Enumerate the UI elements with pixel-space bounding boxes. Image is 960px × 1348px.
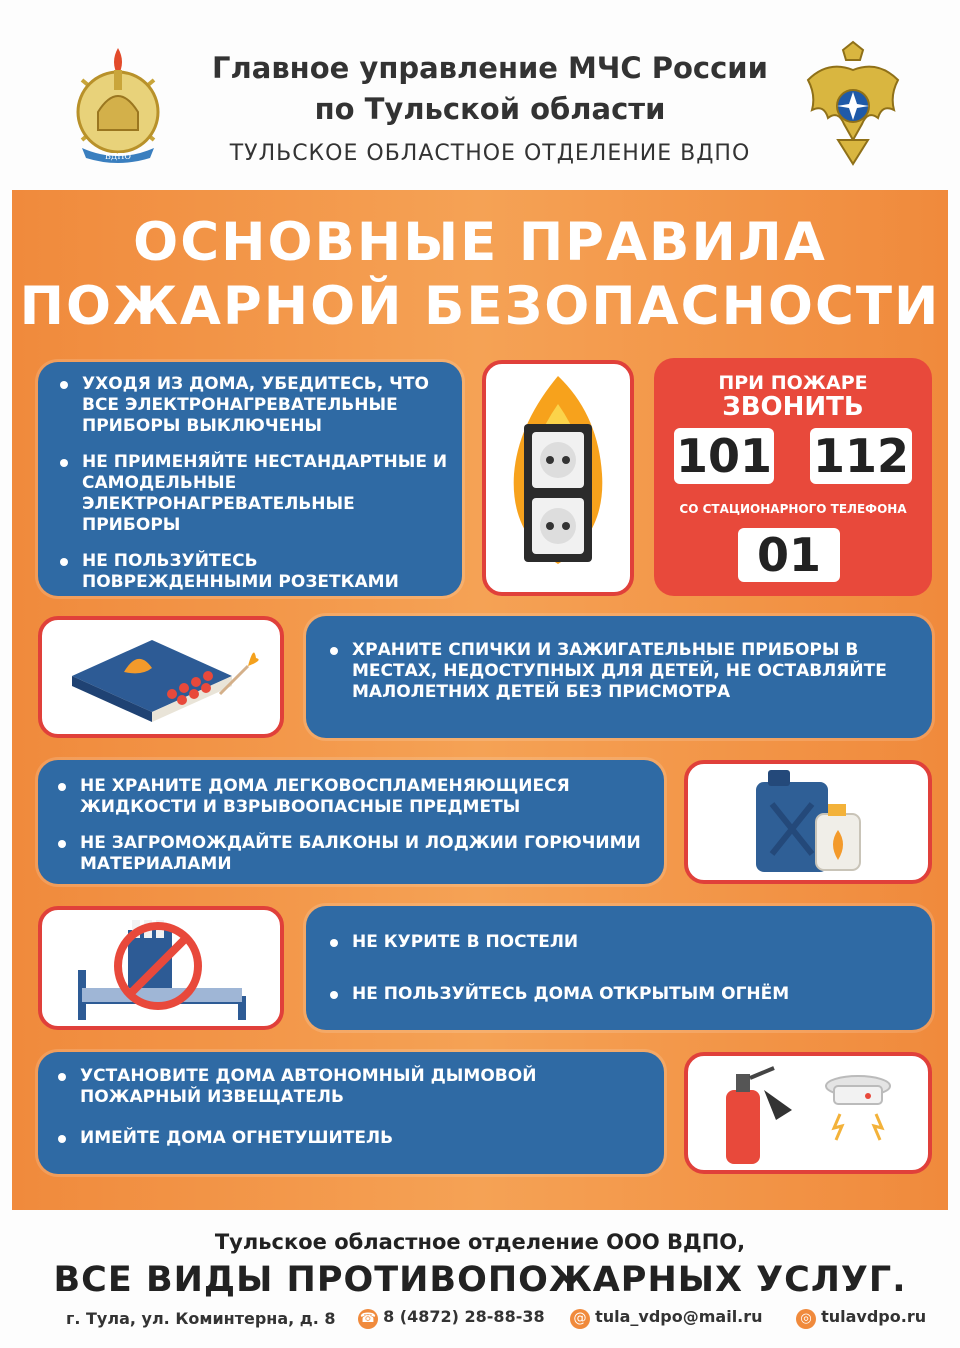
rule-item: НЕ ЗАГРОМОЖДАЙТЕ БАЛКОНЫ И ЛОДЖИИ ГОРЮЧИМИ МАТЕРИАЛАМИ [54, 833, 652, 875]
phone-number-01: 01 [738, 528, 840, 582]
footer-services: ВСЕ ВИДЫ ПРОТИВОПОЖАРНЫХ УСЛУГ. [53, 1260, 907, 1300]
globe-icon: ◎ [796, 1309, 816, 1329]
rules-block-4 [306, 906, 932, 1030]
footer-email[interactable] [570, 1307, 763, 1329]
poster-title-line1: ОСНОВНЫЕ ПРАВИЛА [133, 212, 827, 273]
footer-org: Тульское областное отделение ООО ВДПО, [214, 1230, 746, 1254]
mchs-emblem [798, 40, 908, 170]
poster-title-line2: ПОЖАРНОЙ БЕЗОПАСНОСТИ [19, 276, 941, 337]
rule-item: НЕ ПОЛЬЗУЙТЕСЬ ДОМА ОТКРЫТЫМ ОГНЁМ [326, 984, 920, 1005]
rule-item: ИМЕЙТЕ ДОМА ОГНЕТУШИТЕЛЬ [54, 1128, 652, 1149]
rules-block-5 [38, 1052, 664, 1174]
email-icon: @ [570, 1309, 590, 1329]
socket-fire-illustration [482, 360, 634, 596]
rules-block-2 [306, 616, 932, 738]
no-smoking-in-bed-illustration [38, 906, 284, 1030]
fuel-canister-illustration [684, 760, 932, 884]
footer-website-text[interactable]: tulavdpo.ru [821, 1307, 927, 1326]
emergency-line1: ПРИ ПОЖАРЕ [718, 372, 868, 394]
rule-item: ХРАНИТЕ СПИЧКИ И ЗАЖИГАТЕЛЬНЫЕ ПРИБОРЫ В МЕСТАХ, НЕДОСТУПНЫХ ДЛЯ ДЕТЕЙ, НЕ ОСТАВЛЯЙТЕ МАЛОЛЕТНИХ ДЕТЕЙ БЕЗ ПРИСМОТРА [326, 640, 920, 703]
matches-illustration [38, 616, 284, 738]
phone-icon: ☎ [358, 1309, 378, 1329]
phone-number-112: 112 [810, 428, 912, 484]
emergency-line2: ЗВОНИТЬ [722, 392, 864, 422]
header-subtitle: ТУЛЬСКОЕ ОБЛАСТНОЕ ОТДЕЛЕНИЕ ВДПО [229, 141, 751, 166]
emblem-text: ВДПО [105, 152, 131, 161]
footer-website[interactable] [796, 1307, 926, 1329]
footer-phone-text: 8 (4872) 28-88-38 [383, 1307, 545, 1326]
rule-item: НЕ КУРИТЕ В ПОСТЕЛИ [326, 932, 920, 953]
rule-item: УСТАНОВИТЕ ДОМА АВТОНОМНЫЙ ДЫМОВОЙ ПОЖАРНЫЙ ИЗВЕЩАТЕЛЬ [54, 1066, 652, 1108]
landline-label: СО СТАЦИОНАРНОГО ТЕЛЕФОНА [679, 502, 907, 516]
footer-phone [358, 1307, 545, 1329]
rule-item: НЕ ПОЛЬЗУЙТЕСЬ ПОВРЕЖДЕННЫМИ РОЗЕТКАМИ [56, 551, 452, 593]
rules-block-3 [38, 760, 664, 884]
footer-address: г. Тула, ул. Коминтерна, д. 8 [66, 1309, 336, 1328]
phone-number-101: 101 [675, 429, 773, 483]
rule-item: УХОДЯ ИЗ ДОМА, УБЕДИТЕСЬ, ЧТО ВСЕ ЭЛЕКТРОНАГРЕВАТЕЛЬНЫЕ ПРИБОРЫ ВЫКЛЮЧЕНЫ [56, 374, 452, 437]
footer-email-text[interactable]: tula_vdpo@mail.ru [595, 1307, 763, 1326]
rule-item: НЕ ПРИМЕНЯЙТЕ НЕСТАНДАРТНЫЕ И САМОДЕЛЬНЫЕ ЭЛЕКТРОНАГРЕВАТЕЛЬНЫЕ ПРИБОРЫ [56, 452, 452, 536]
rules-block-1 [38, 362, 462, 596]
rule-item: НЕ ХРАНИТЕ ДОМА ЛЕГКОВОСПЛАМЕНЯЮЩИЕСЯ ЖИДКОСТИ И ВЗРЫВООПАСНЫЕ ПРЕДМЕТЫ [54, 776, 652, 818]
header-title-line1: Главное управление МЧС России [212, 51, 768, 85]
extinguisher-smoke-detector-illustration [684, 1052, 932, 1174]
header-title-line2: по Тульской области [314, 92, 666, 126]
emergency-numbers [654, 358, 932, 596]
